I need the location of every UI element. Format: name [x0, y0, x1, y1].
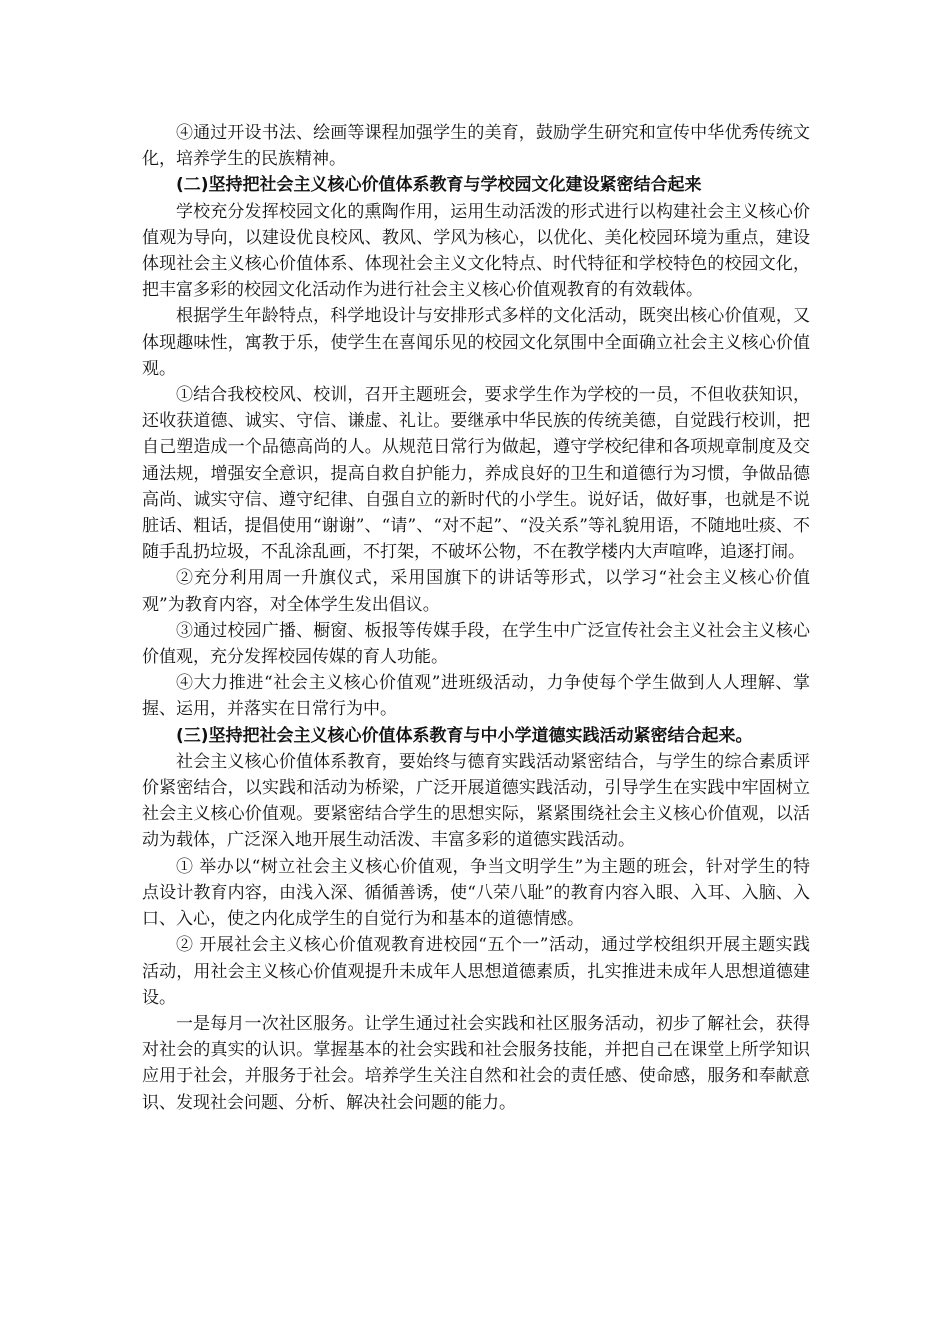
document-body — [142, 120, 810, 1116]
paragraph-theme-class-meeting: ① 举办以“树立社会主义核心价值观，争当文明学生”为主题的班会，针对学生的特点设计教育内容，由浅入深、循循善诱，使“八荣八耻”的教育内容入眼、入耳、入脑、入口、入心，使之内化成学生的自觉行为和基本的道德情感。 — [142, 856, 810, 930]
paragraph-campus-media: ③通过校园广播、橱窗、板报等传媒手段，在学生中广泛宣传社会主义社会主义核心价值观，充分发挥校园传媒的育人功能。 — [142, 620, 810, 668]
section-heading-campus-culture: (二)坚持把社会主义核心价值体系教育与学校园文化建设紧密结合起来 — [176, 175, 702, 196]
paragraph-flag-ceremony: ②充分利用周一升旗仪式，采用国旗下的讲话等形式，以学习“社会主义核心价值观”为教育内容，对全体学生发出倡议。 — [142, 568, 810, 615]
paragraph-five-ones-activity: ② 开展社会主义核心价值观教育进校园“五个一”活动，通过学校组织开展主题实践活动，用社会主义核心价值观提升未成年人思想道德素质，扎实推进未成年人思想道德建设。 — [142, 935, 810, 1008]
paragraph-moral-practice-intro: 社会主义核心价值体系教育，要始终与德育实践活动紧密结合，与学生的综合素质评价紧密结合，以实践和活动为桥梁，广泛开展道德实践活动，引导学生在实践中牢固树立社会主义核心价值观。要紧密结合学生的思想实际，紧紧围绕社会主义核心价值观，以活动为载体，广泛深入地开展生动活泼、丰富多彩的道德实践活动。 — [142, 751, 810, 851]
paragraph-class-meeting: ①结合我校校风、校训，召开主题班会，要求学生作为学校的一员，不但收获知识，还收获道德、诚实、守信、谦虚、礼让。要继承中华民族的传统美德，自觉践行校训，把自己塑造成一个品德高尚的人。从规范日常行为做起，遵守学校纪律和各项规章制度及交通法规，增强安全意识，提高自救自护能力，养成良好的卫生和道德行为习惯，争做品德高尚、诚实守信、遵守纪律、自强自立的新时代的小学生。说好话，做好事，也就是不说脏话、粗话，提倡使用“谢谢”、“请”、“对不起”、“没关系”等礼貌用语，不随地吐痰、不随手乱扔垃圾，不乱涂乱画，不打架，不破坏公物，不在教学楼内大声喧哗，追逐打闹。 — [142, 385, 810, 563]
paragraph-community-service: 一是每月一次社区服务。让学生通过社会实践和社区服务活动，初步了解社会，获得对社会的真实的认识。掌握基本的社会实践和社会服务技能，并把自己在课堂上所学知识应用于社会，并服务于社会。培养学生关注自然和社会的责任感、使命感，服务和奉献意识、发现社会问题、分析、解决社会问题的能力。 — [142, 1013, 810, 1113]
paragraph-class-activities: ④大力推进“社会主义核心价值观”进班级活动，力争使每个学生做到人人理解、掌握、运用，并落实在日常行为中。 — [142, 673, 810, 720]
section-heading-moral-practice: (三)坚持把社会主义核心价值体系教育与中小学道德实践活动紧密结合起来。 — [176, 725, 753, 746]
paragraph-age-appropriate-activities: 根据学生年龄特点，科学地设计与安排形式多样的文化活动，既突出核心价值观，又体现趣味性，寓教于乐，使学生在喜闻乐见的校园文化氛围中全面确立社会主义核心价值观。 — [142, 306, 810, 379]
paragraph-aesthetic-education: ④通过开设书法、绘画等课程加强学生的美育，鼓励学生研究和宣传中华优秀传统文化，培养学生的民族精神。 — [142, 123, 810, 170]
paragraph-campus-culture-role: 学校充分发挥校园文化的熏陶作用，运用生动活泼的形式进行以构建社会主义核心价值观为导向，以建设优良校风、教风、学风为核心，以优化、美化校园环境为重点，建设体现社会主义核心价值体系、体现社会主义文化特点、时代特征和学校特色的校园文化，把丰富多彩的校园文化活动作为进行社会主义核心价值观教育的有效载体。 — [142, 201, 810, 301]
